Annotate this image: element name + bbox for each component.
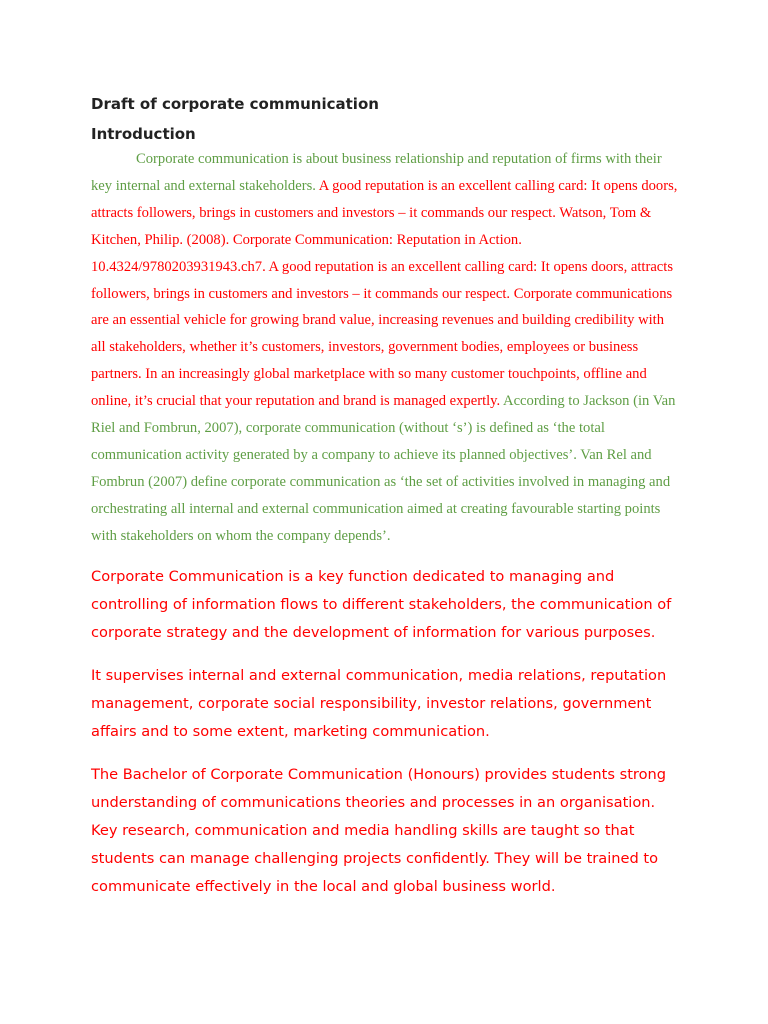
intro-segment-red: A good reputation is an excellent calling card: It opens doors, attracts followers, brings in customers and investors – it commands our respect. Watson, Tom & Kitchen, Philip. (2008). Corporate Communication: Reputation in Action. 10.4324/9780203931943.ch7. A good reputation is an excellent calling card: It opens doors, attracts followers, brings in customers and investors – it commands our respect. Corporate communications are an essential vehicle for growing brand value, increasing revenues and building credibility with all stakeholders, whether it’s customers, investors, government bodies, employees or business partners. In an increasingly global marketplace with so many customer touchpoints, offline and online, it’s crucial that your reputation and brand is managed expertly. xyxy=(91,177,678,410)
introduction-paragraph xyxy=(91,146,681,550)
body-paragraph-2: It supervises internal and external communication, media relations, reputation management, corporate social responsibility, investor relations, government affairs and to some extent, marketing communication. xyxy=(91,666,667,740)
intro-segment-green-1: Corporate communication is about business relationship and reputation of firms with their key internal and external stakeholders. xyxy=(91,151,662,194)
document-page xyxy=(91,92,681,901)
introduction-heading: Introduction xyxy=(91,125,196,143)
body-paragraph-1: Corporate Communication is a key function dedicated to managing and controlling of information flows to different stakeholders, the communication of corporate strategy and the development of information for various purposes. xyxy=(91,567,672,641)
document-title: Draft of corporate communication xyxy=(91,95,379,113)
intro-segment-green-2: According to Jackson (in Van Riel and Fombrun, 2007), corporate communication (without ‘s’) is defined as ‘the total communication activity generated by a company to achieve its planned objectives’. Van Rel and Fombrun (2007) define corporate communication as ‘the set of activities involved in managing and orchestrating all internal and external communication aimed at creating favourable starting points with stakeholders on whom the company depends’. xyxy=(91,393,676,544)
body-paragraph-3: The Bachelor of Corporate Communication (Honours) provides students strong understanding of communications theories and processes in an organisation. Key research, communication and media handling skills are taught so that students can manage challenging projects confidently. They will be trained to communicate effectively in the local and global business world. xyxy=(91,765,667,895)
